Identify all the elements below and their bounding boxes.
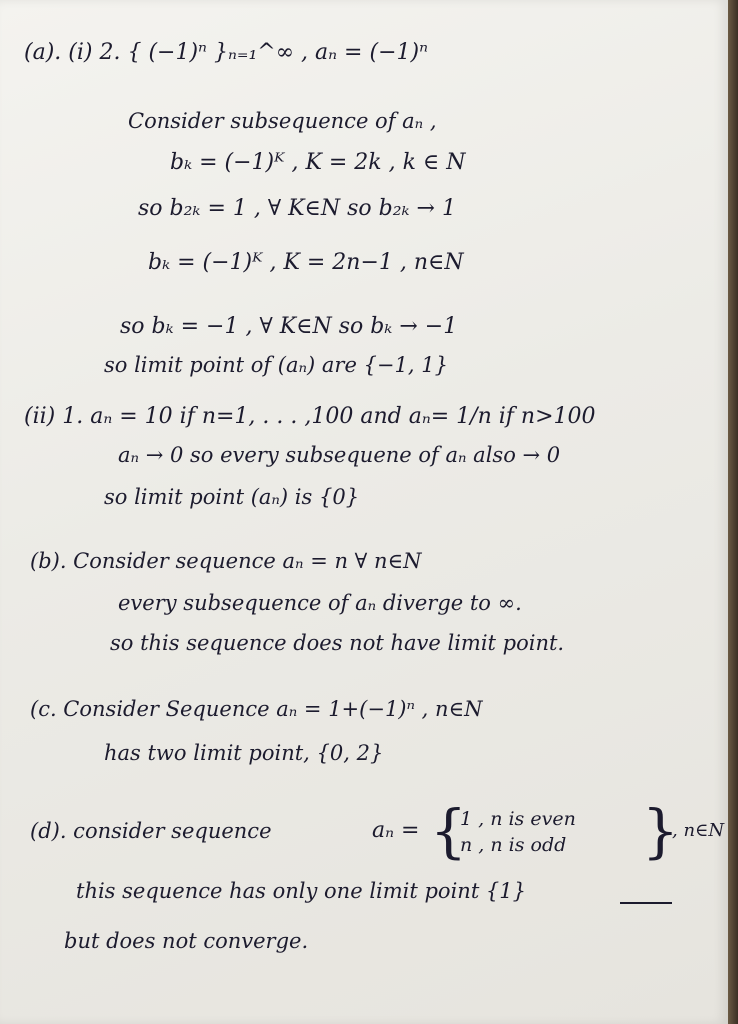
line-bk-odd: bₖ = (−1)ᴷ , K = 2n−1 , n∈N	[148, 250, 464, 275]
brace-open: {	[430, 797, 467, 865]
piecewise-case-even: 1 , n is even	[460, 808, 576, 830]
brace-close: }	[642, 797, 679, 865]
line-a-i: (a). (i) 2. { (−1)ⁿ }ₙ₌₁^∞ , aₙ = (−1)ⁿ	[24, 40, 428, 65]
line-b-diverge: every subsequence of aₙ diverge to ∞.	[118, 591, 522, 615]
line-d-one-limit: this sequence has only one limit point {1}	[76, 879, 527, 903]
line-d-consider: (d). consider sequence	[30, 819, 272, 843]
piecewise-prefix: aₙ =	[372, 818, 420, 843]
line-b-no-limit: so this sequence does not have limit point.	[110, 631, 565, 655]
line-c-consider: (c. Consider Sequence aₙ = 1+(−1)ⁿ , n∈N	[30, 697, 483, 721]
line-subsequence-to-zero: aₙ → 0 so every subsequene of aₙ also → 0	[118, 443, 561, 467]
piecewise-definition	[372, 797, 732, 870]
line-a-ii: (ii) 1. aₙ = 10 if n=1, . . . ,100 and aₙ= 1/n if n>100	[24, 404, 596, 429]
line-c-two-limits: has two limit point, {0, 2}	[104, 741, 384, 765]
line-bk-limit-neg: so bₖ = −1 , ∀ K∈N so bₖ → −1	[120, 314, 458, 339]
line-consider-subsequence: Consider subsequence of aₙ ,	[128, 109, 437, 133]
limit-point-underline	[620, 902, 672, 904]
line-b-consider: (b). Consider sequence aₙ = n ∀ n∈N	[30, 549, 422, 573]
line-d-not-converge: but does not converge.	[64, 929, 309, 953]
piecewise-suffix: , n∈N	[672, 820, 725, 841]
line-b2k-limit: so b₂ₖ = 1 , ∀ K∈N so b₂ₖ → 1	[138, 196, 456, 221]
line-limit-points-a: so limit point of (aₙ) are {−1, 1}	[104, 353, 448, 377]
line-bk-even: bₖ = (−1)ᴷ , K = 2k , k ∈ N	[170, 150, 466, 175]
line-limit-point-zero: so limit point (aₙ) is {0}	[104, 485, 360, 509]
piecewise-case-odd: n , n is odd	[460, 834, 567, 856]
page-edge	[728, 0, 738, 1024]
